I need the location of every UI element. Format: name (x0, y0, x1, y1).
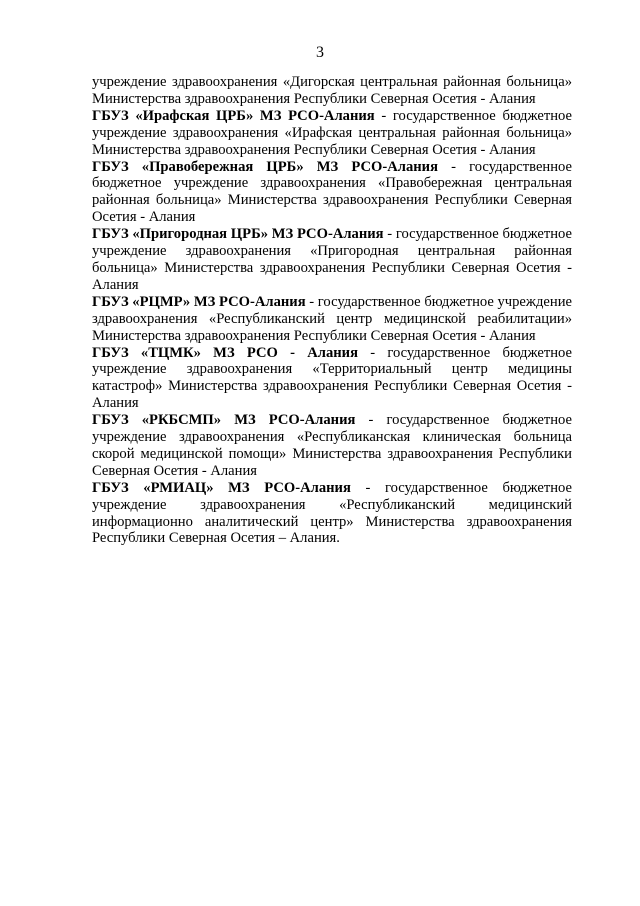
entry-name: ГБУЗ «Пригородная ЦРБ» МЗ РСО-Алания (92, 226, 384, 243)
entry-text: государственное бюджетное учреждение здравоохранения «Республиканская клиническая больница скорой медицинской помощи» Министерства здравоохранения Республики Северная Осетия - Алания (92, 412, 572, 479)
entry-text: учреждение здравоохранения «Дигорская центральная районная больница» Министерства здравоохранения Республики Северная Осетия - Алания (92, 74, 572, 107)
entry-dash: - (437, 158, 470, 175)
entry-rkbsmp (92, 412, 572, 480)
entry-dash: - (305, 293, 318, 310)
entry-text: государственное бюджетное учреждение здравоохранения «Территориальный центр медицины катастроф» Министерства здравоохранения Республики Северная Осетия - Алания (92, 344, 572, 412)
entry-dash: - (374, 107, 393, 124)
entry-name: ГБУЗ «РМИАЦ» МЗ РСО-Алания (92, 479, 351, 496)
entry-text: государственное бюджетное учреждение здравоохранения «Республиканский медицинский информационно аналитический центр» Министерства здравоохранения Республики Северная Осетия – Алания. (92, 479, 572, 547)
entry-text: государственное бюджетное учреждение здравоохранения «Пригородная центральная районная больница» Министерства здравоохранения Республики Северная Осетия - Алания (92, 226, 572, 293)
entry-text: государственное бюджетное учреждение здравоохранения «Ирафская центральная районная больница» Министерства здравоохранения Республики Северная Осетия - Алания (92, 107, 572, 158)
entry-name: ГБУЗ «РКБСМП» МЗ РСО-Алания (92, 412, 356, 429)
entry-rcmr (92, 294, 572, 345)
entry-irafskaya-crb (92, 108, 572, 159)
entry-pravoberezhnaya-crb (92, 159, 572, 227)
entry-rmiac (92, 480, 572, 548)
entry-text: государственное бюджетное учреждение здравоохранения «Правобережная центральная районная больница» Министерства здравоохранения Республики Северная Осетия - Алания (92, 158, 572, 226)
entry-prigorodnaya-crb (92, 226, 572, 294)
document-body (92, 74, 572, 547)
entry-text: государственное бюджетное учреждение здравоохранения «Республиканский центр медицинской реабилитации» Министерства здравоохранения Республики Северная Осетия - Алания (92, 293, 572, 344)
entry-name: ГБУЗ «Правобережная ЦРБ» МЗ РСО-Алания (92, 158, 438, 175)
entry-dash: - (350, 479, 385, 496)
entry-tcmk (92, 345, 572, 413)
entry-dash: - (355, 412, 387, 429)
entry-dash: - (357, 344, 388, 361)
entry-name: ГБУЗ «Ирафская ЦРБ» МЗ РСО-Алания (92, 107, 375, 124)
page-number: 3 (316, 44, 324, 61)
entry-name: ГБУЗ «РЦМР» МЗ РСО-Алания (92, 293, 306, 310)
entry-name: ГБУЗ «ТЦМК» МЗ РСО - Алания (92, 344, 358, 361)
entry-digora-crb (92, 74, 572, 108)
entry-dash: - (383, 226, 396, 243)
